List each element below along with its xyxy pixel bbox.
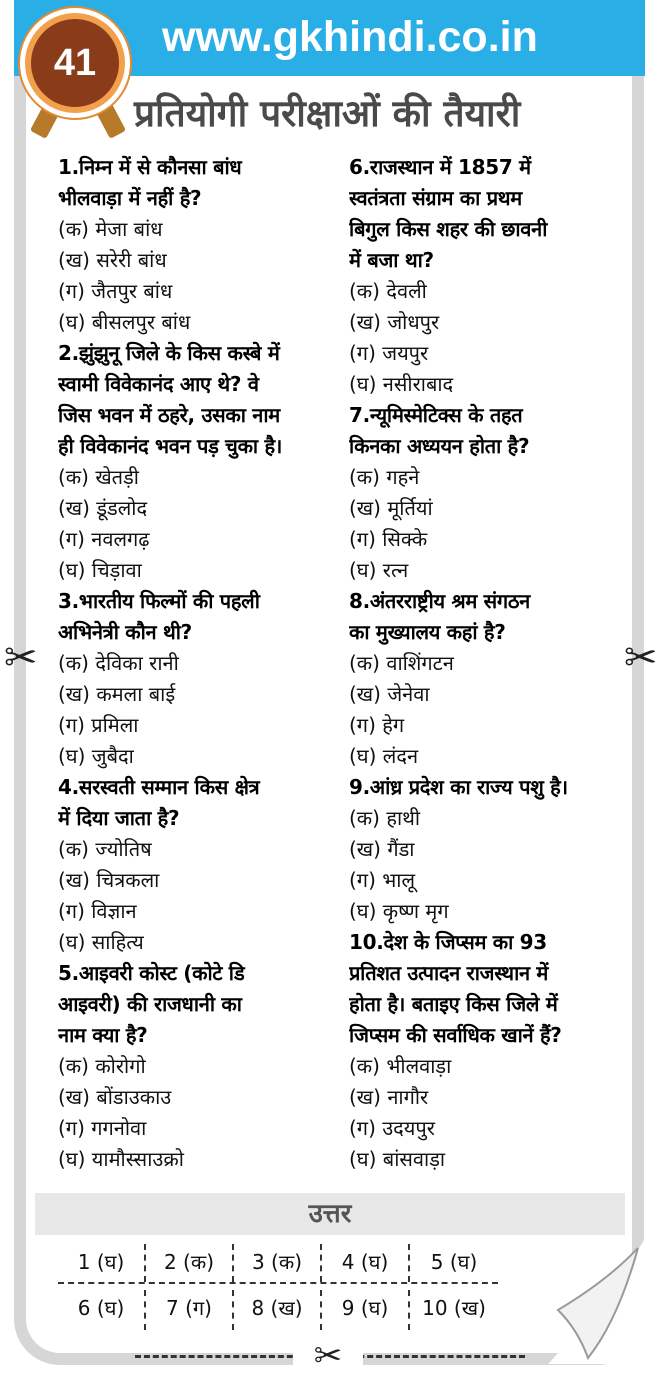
option-line: (क) मेजा बांध [58, 217, 163, 241]
question-line: 7.न्यूमिस्मेटिक्स के तहत [349, 403, 523, 427]
answer-title: उत्तर [308, 1199, 352, 1229]
option-line: (घ) बीसलपुर बांध [58, 310, 191, 334]
scissors-icon: ✂ [293, 1336, 363, 1376]
option-line: (ख) नागौर [349, 1085, 429, 1109]
question-line: स्वामी विवेकानंद आए थे? वे [58, 372, 259, 396]
option-line: (ग) भालू [349, 868, 416, 892]
answer-table [58, 1244, 498, 1330]
question-line: जिस भवन में ठहरे, उसका नाम [58, 403, 280, 427]
question-line: प्रतिशत उत्पादन राजस्थान में [349, 961, 549, 985]
site-url: www.gkhindi.co.in [162, 13, 538, 61]
option-line: (ग) उदयपुर [349, 1116, 435, 1140]
question-line: 10.देश के जिप्सम का 93 [349, 930, 547, 954]
option-line: (घ) जुबैदा [58, 744, 134, 768]
option-line: (ख) जेनेवा [349, 682, 430, 706]
answer-cell: 9 (घ) [322, 1290, 410, 1330]
answer-row [58, 1284, 498, 1330]
option-line: (ख) गैंडा [349, 837, 415, 861]
page-curl-icon [548, 1240, 644, 1364]
option-line: (घ) नसीराबाद [349, 372, 454, 396]
option-line: (घ) चिड़ावा [58, 558, 142, 582]
option-line: (घ) रत्न [349, 558, 409, 582]
option-line: (ख) बोंडाउकाउ [58, 1085, 172, 1109]
question-line: 6.राजस्थान में 1857 में [349, 155, 531, 179]
answer-cell: 5 (घ) [430, 1250, 478, 1274]
option-line: (घ) बांसवाड़ा [349, 1147, 446, 1171]
option-line: (ग) सिक्के [349, 527, 428, 551]
page-title: प्रतियोगी परीक्षाओं की तैयारी [134, 92, 521, 135]
question-line: में दिया जाता है? [58, 806, 180, 830]
scissors-icon: ✂ [624, 635, 658, 681]
option-line: (क) हाथी [349, 806, 421, 830]
question-line: आइवरी) की राजधानी का [58, 992, 242, 1016]
answer-cell: 10 (ख) [422, 1296, 486, 1320]
question-line: 8.अंतरराष्ट्रीय श्रम संगठन [349, 589, 530, 613]
answer-cell: 7 (ग) [146, 1290, 234, 1330]
option-line: (ख) जोधपुर [349, 310, 440, 334]
question-line: 2.झुंझुनू जिले के किस कस्बे में [58, 341, 280, 365]
option-line: (क) कोरोगो [58, 1054, 146, 1078]
question-line: ही विवेकानंद भवन पड़ चुका है। [58, 434, 283, 458]
option-line: (ग) विज्ञान [58, 899, 137, 923]
answer-cell: 1 (घ) [58, 1244, 146, 1282]
option-line: (ग) प्रमिला [58, 713, 139, 737]
option-line: (ख) चित्रकला [58, 868, 160, 892]
badge-number: 41 [31, 19, 119, 107]
answer-cell: 6 (घ) [58, 1290, 146, 1330]
option-line: (ख) मूर्तियां [349, 496, 433, 520]
question-line: 1.निम्न में से कौनसा बांध [58, 155, 242, 179]
question-line: स्वतंत्रता संग्राम का प्रथम [349, 186, 522, 210]
option-line: (क) गहने [349, 465, 420, 489]
option-line: (क) भीलवाड़ा [349, 1054, 452, 1078]
question-line: में बजा था? [349, 248, 434, 272]
option-line: (ग) जैतपुर बांध [58, 279, 173, 303]
answer-cell: 8 (ख) [234, 1290, 322, 1330]
question-line: होता है। बताइए किस जिले में [349, 992, 558, 1016]
option-line: (घ) कृष्ण मृग [349, 899, 449, 923]
option-line: (ख) डूंडलोद [58, 496, 148, 520]
question-line: किनका अध्ययन होता है? [349, 434, 530, 458]
answer-cell: 3 (क) [234, 1244, 322, 1282]
option-line: (ख) कमला बाई [58, 682, 176, 706]
option-line: (घ) साहित्य [58, 930, 144, 954]
question-line: 3.भारतीय फिल्मों की पहली [58, 589, 260, 613]
right-question-column [349, 152, 639, 1175]
option-line: (ग) जयपुर [349, 341, 429, 365]
question-line: बिगुल किस शहर की छावनी [349, 217, 548, 241]
question-line: नाम क्या है? [58, 1023, 148, 1047]
answer-cell: 4 (घ) [322, 1244, 410, 1282]
option-line: (ग) नवलगढ़ [58, 527, 150, 551]
option-line: (क) खेतड़ी [58, 465, 139, 489]
answer-row [58, 1244, 498, 1284]
question-line: 4.सरस्वती सम्मान किस क्षेत्र [58, 775, 260, 799]
option-line: (ख) सरेरी बांध [58, 248, 167, 272]
option-line: (ग) हेग [349, 713, 405, 737]
question-line: 9.आंध्र प्रदेश का राज्य पशु है। [349, 775, 568, 799]
answer-cell: 2 (क) [146, 1244, 234, 1282]
option-line: (क) ज्योतिष [58, 837, 152, 861]
left-question-column [58, 152, 348, 1175]
option-line: (क) वाशिंगटन [349, 651, 454, 675]
option-line: (घ) लंदन [349, 744, 419, 768]
question-line: जिप्सम की सर्वाधिक खानें हैं? [349, 1023, 562, 1047]
question-line: अभिनेत्री कौन थी? [58, 620, 192, 644]
option-line: (ग) गगनोवा [58, 1116, 147, 1140]
option-line: (घ) यामौस्साउक्रो [58, 1147, 184, 1171]
question-line: भीलवाड़ा में नहीं है? [58, 186, 202, 210]
scissors-icon: ✂ [4, 635, 38, 681]
question-line: 5.आइवरी कोस्ट (कोटे डि [58, 961, 245, 985]
option-line: (क) देवली [349, 279, 427, 303]
question-line: का मुख्यालय कहां है? [349, 620, 506, 644]
option-line: (क) देविका रानी [58, 651, 179, 675]
